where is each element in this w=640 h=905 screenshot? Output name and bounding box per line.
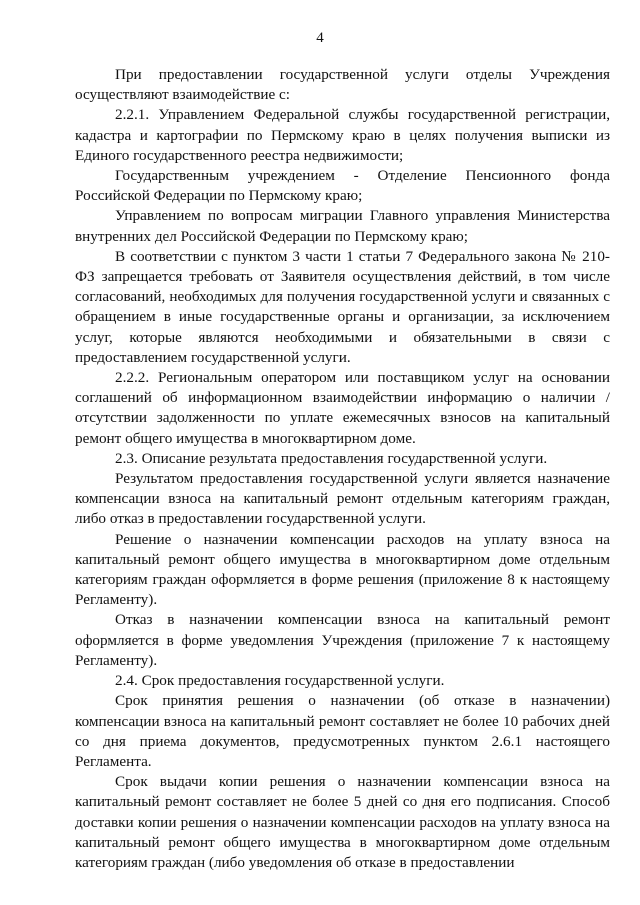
paragraph: 2.3. Описание результата предоставления государственной услуги. (115, 449, 548, 467)
page-number: 4 (316, 30, 324, 46)
paragraph: 2.2.1. Управлением Федеральной службы государственной регистрации, кадастра и картографии по Пермскому краю в целях получения выписки из Единого государственного реестра недвижимости; (75, 106, 610, 164)
paragraph: При предоставлении государственной услуги отделы Учреждения осуществляют взаимодействие с: (75, 66, 610, 104)
paragraph: Решение о назначении компенсации расходов на уплату взноса на капитальный ремонт общего имущества в многоквартирном доме отдельным категориям граждан оформляется в форме решения (приложение 8 к настоящему Регламенту). (75, 530, 610, 609)
paragraph: Срок выдачи копии решения о назначении компенсации взноса на капитальный ремонт составляет не более 5 дней со дня его подписания. Способ доставки копии решения о назначении компенсации расходов на уплату взноса на капитальный ремонт общего имущества в многоквартирном доме отдельным категориям граждан (либо уведомления об отказе в предоставлении (75, 773, 610, 871)
paragraph: Управлением по вопросам миграции Главного управления Министерства внутренних дел Российской Федерации по Пермскому краю; (75, 207, 610, 245)
paragraph: Результатом предоставления государственной услуги является назначение компенсации взноса на капитальный ремонт отдельным категориям граждан, либо отказ в предоставлении государственной услуги. (75, 470, 610, 528)
paragraph: Срок принятия решения о назначении (об отказе в назначении) компенсации взноса на капитальный ремонт составляет не более 10 рабочих дней со дня приема документов, предусмотренных пунктом 2.6.1 настоящего Регламента. (75, 692, 610, 770)
paragraph: 2.4. Срок предоставления государственной услуги. (115, 672, 445, 690)
document-body (75, 65, 610, 873)
paragraph: В соответствии с пунктом 3 части 1 статьи 7 Федерального закона № 210-ФЗ запрещается требовать от Заявителя осуществления действий, в том числе согласований, необходимых для получения государственной услуги и связанных с обращением в иные государственные органы и организации, за исключением услуг, которые являются необходимыми и обязательными в связи с предоставлением государственной услуги. (75, 247, 610, 366)
paragraph: Государственным учреждением - Отделение Пенсионного фонда Российской Федерации по Пермскому краю; (75, 167, 610, 205)
paragraph: Отказ в назначении компенсации взноса на капитальный ремонт оформляется в форме уведомления Учреждения (приложение 7 к настоящему Регламенту). (75, 611, 610, 669)
paragraph: 2.2.2. Региональным оператором или поставщиком услуг на основании соглашений об информационном взаимодействии информацию о наличии / отсутствии задолженности по уплате ежемесячных взносов на капитальный ремонт общего имущества в многоквартирном доме. (75, 369, 610, 447)
